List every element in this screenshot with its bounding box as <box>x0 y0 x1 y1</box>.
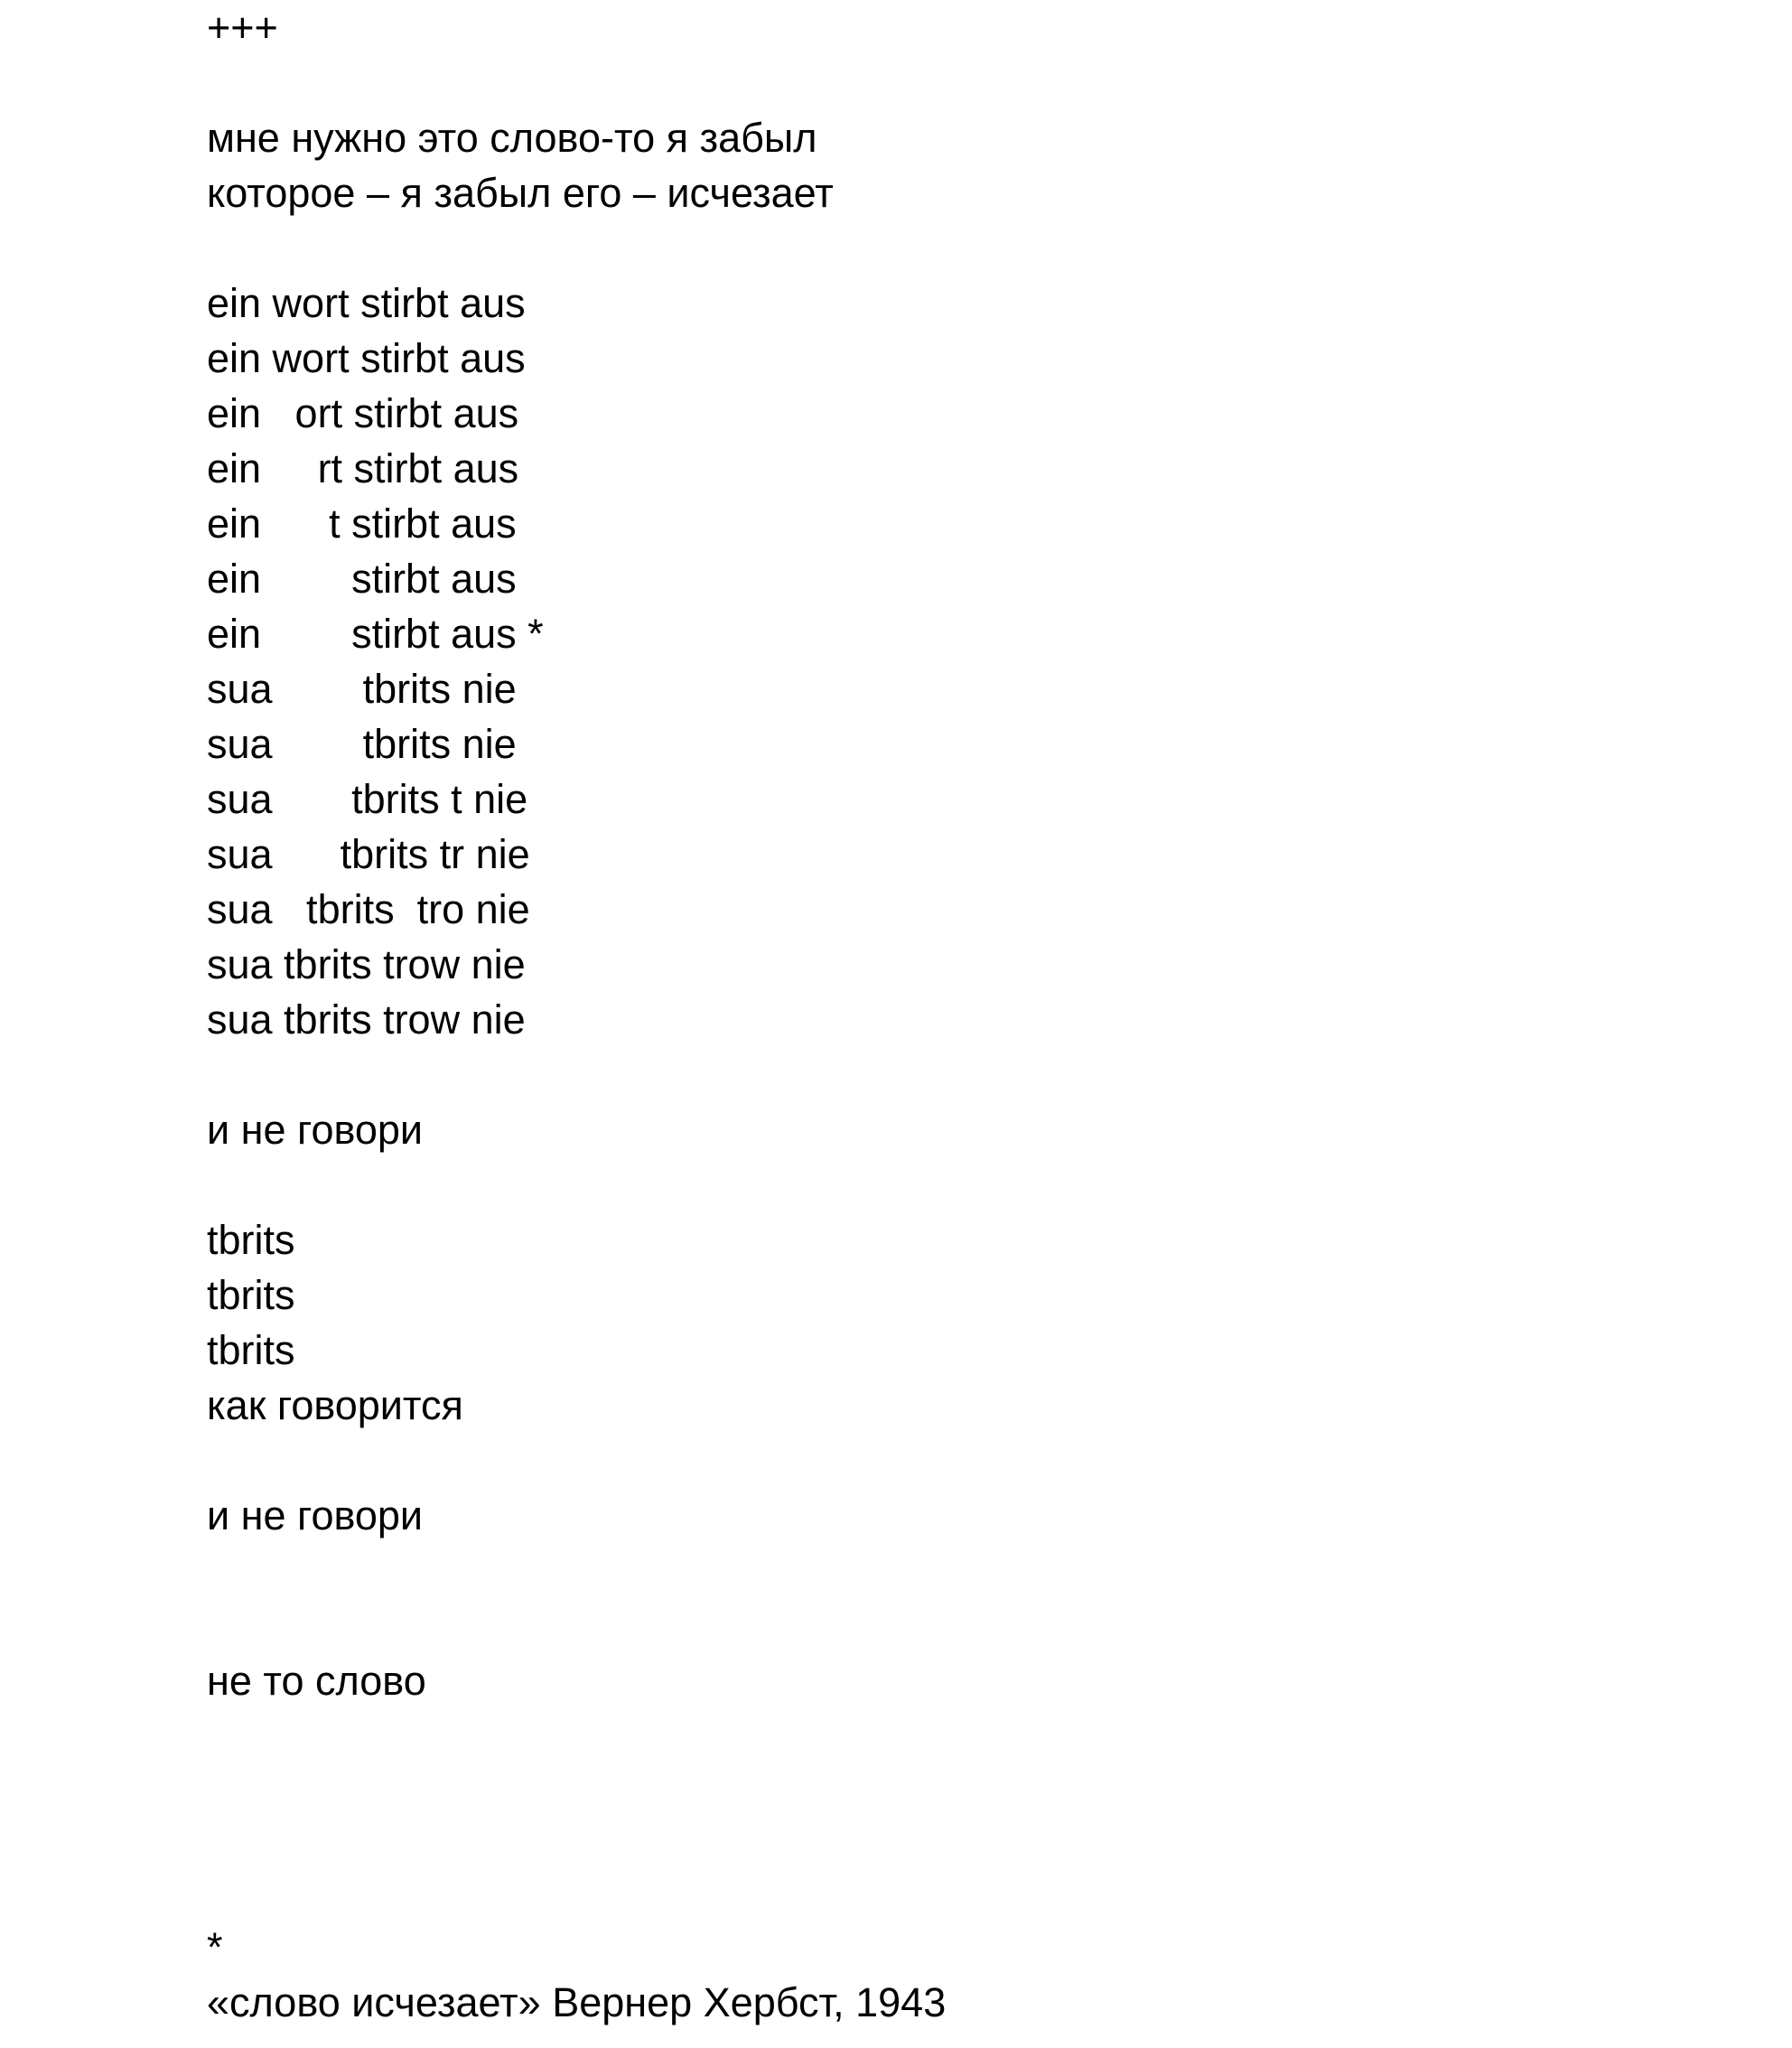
poem-line: tbrits <box>207 1217 295 1263</box>
poem-line: ein t stirbt aus <box>207 500 517 547</box>
stanza-spacer <box>207 1708 1652 1920</box>
stanza-spacer <box>207 220 1652 276</box>
poem-line: sua tbrits tro nie <box>207 886 530 932</box>
footnote-mark: * <box>207 1924 223 1970</box>
poem-line-ne-govori: и не говори <box>207 1492 424 1538</box>
poem-line: sua tbrits trow nie <box>207 941 526 987</box>
poem-line: ein wort stirbt aus <box>207 335 526 381</box>
footnote-text: «слово исчезает» Вернер Хербст, 1943 <box>207 1979 947 2025</box>
poem-line: ein wort stirbt aus <box>207 280 526 326</box>
poem-line: ein stirbt aus <box>207 556 517 602</box>
poem-line: sua tbrits nie <box>207 721 517 767</box>
poem-line: которое – я забыл его – исчезает <box>207 170 834 216</box>
poem-line: ein ort stirbt aus <box>207 390 519 436</box>
section-marker: +++ <box>207 5 278 51</box>
stanza-spacer <box>207 1433 1652 1488</box>
footnote <box>207 1920 1652 2030</box>
stanza-spacer <box>207 1047 1652 1102</box>
stanza-2 <box>207 276 1652 1047</box>
poem-line: tbrits <box>207 1272 295 1318</box>
poem-line-ne-to-slovo: не то слово <box>207 1658 426 1704</box>
poem-line: sua tbrits t nie <box>207 776 528 822</box>
poem-line: ein rt stirbt aus <box>207 445 519 491</box>
poem-line: ein stirbt aus * <box>207 611 544 657</box>
stanza-spacer <box>207 1157 1652 1212</box>
poem-text <box>207 0 1652 2030</box>
stanza-1 <box>207 110 1652 220</box>
stanza-3 <box>207 1212 1652 1433</box>
stanza-spacer <box>207 55 1652 110</box>
poem-line: мне нужно это слово-то я забыл <box>207 115 817 161</box>
poem-line: sua tbrits nie <box>207 666 517 712</box>
poem-line: sua tbrits tr nie <box>207 831 530 877</box>
poem-line: как говорится <box>207 1382 463 1428</box>
poem-line: tbrits <box>207 1327 295 1373</box>
poem-line: sua tbrits trow nie <box>207 996 526 1043</box>
poem-line-ne-govori: и не говори <box>207 1107 424 1153</box>
stanza-spacer <box>207 1543 1652 1653</box>
